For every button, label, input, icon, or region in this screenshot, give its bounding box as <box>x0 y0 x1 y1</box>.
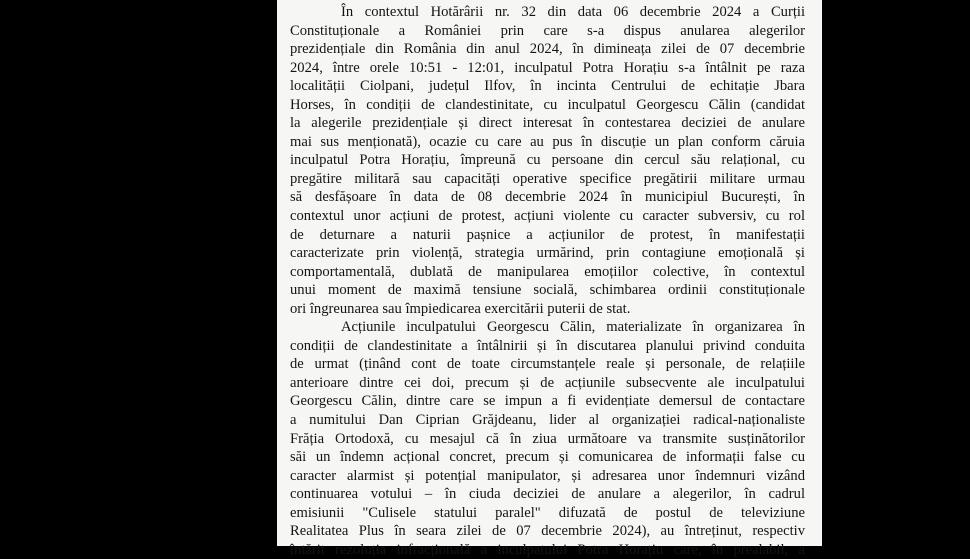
text-line: a numitului Dan Ciprian Grăjdeanu, lider al organizației radical-naționaliste <box>290 412 805 429</box>
text-line: să desfășoare în data de 08 decembrie 2024 în municipiul București, în <box>290 189 805 206</box>
text-line: mai sus menționată), ocazie cu care au pus în discuție un plan conform căruia <box>290 133 805 150</box>
paragraph-1 <box>290 3 805 318</box>
text-line: prezidențiale din România din anul 2024, în dimineața zilei de 07 decembrie <box>290 41 805 58</box>
text-line: ori îngreunarea sau împiedicarea exercitării puterii de stat. <box>290 300 631 317</box>
text-line: întărit rezoluția infracțională a inculpatului Potra Horațiu care, în prealabil, a <box>290 541 805 558</box>
text-line: anterioare dintre cei doi, precum și de acțiunile subsecvente ale inculpatului <box>290 374 805 391</box>
text-line: În contextul Hotărârii nr. 32 din data 06 decembrie 2024 a Curții <box>341 4 805 20</box>
text-line: localității Ciolpani, județul Ilfov, în incinta Centrului de echitație Jbara <box>290 78 805 95</box>
text-line: Realitatea Plus în seara zilei de 07 decembrie 2024), au întreținut, respectiv <box>290 523 805 540</box>
text-line: caracter alarmist și potențial manipulator, și adresarea unor îndemnuri vizând <box>290 467 805 484</box>
text-line: Horses, în condiții de clandestinitate, cu inculpatul Georgescu Călin (candidat <box>290 96 805 113</box>
text-line: Constituționale a României prin care s-a dispus anularea alegerilor <box>290 22 805 39</box>
text-line: de urmat (ținând cont de toate circumstanțele reale și personale, de relațiile <box>290 356 805 373</box>
text-line: 2024, între orele 10:51 - 12:01, inculpatul Potra Horațiu s-a întâlnit pe raza <box>290 59 805 76</box>
text-line: contextul unor acțiuni de protest, acțiuni violente cu caracter subversiv, cu rol <box>290 208 805 225</box>
document-page <box>277 0 822 558</box>
text-line: săi un îndemn acțional concret, precum și comunicarea de informații false cu <box>290 449 805 466</box>
text-line: condiții de clandestinitate a întâlnirii și în discutarea planului privind conduita <box>290 337 805 354</box>
text-line: caracterizate prin violență, strategia urmărind, prin contagiune emoțională și <box>290 245 805 262</box>
text-line: unui moment de maximă tensiune socială, schimbarea ordinii constituționale <box>290 282 805 299</box>
document-text <box>290 3 805 559</box>
text-line: Frăția Ortodoxă, cu mesajul că în ziua următoare va transmite susținătorilor <box>290 430 805 447</box>
text-line: comportamentală, dublată de manipularea emoțiilor colective, în contextul <box>290 263 805 280</box>
text-line: continuarea votului – în ciuda deciziei de anulare a alegerilor, în cadrul <box>290 486 805 503</box>
text-line: pregătire militară sau capacități operative specifice pregătirii militare urmau <box>290 170 805 187</box>
text-line: de deturnare a naturii pașnice a acțiunilor de protest, în manifestații <box>290 226 805 243</box>
paragraph-2 <box>290 318 805 559</box>
text-line: Georgescu Călin, dintre care se impun a fi evidențiate demersul de contactare <box>290 393 805 410</box>
text-line: emisiunii "Culisele statului paralel" difuzată de postul de televiziune <box>290 504 805 521</box>
text-line: la alegerile prezidențiale și direct interesat în contestarea deciziei de anulare <box>290 115 805 132</box>
text-line: Acțiunile inculpatului Georgescu Călin, materializate în organizarea în <box>341 319 805 336</box>
text-line: inculpatul Potra Horațiu, împreună cu persoane din cercul său relațional, cu <box>290 152 805 169</box>
